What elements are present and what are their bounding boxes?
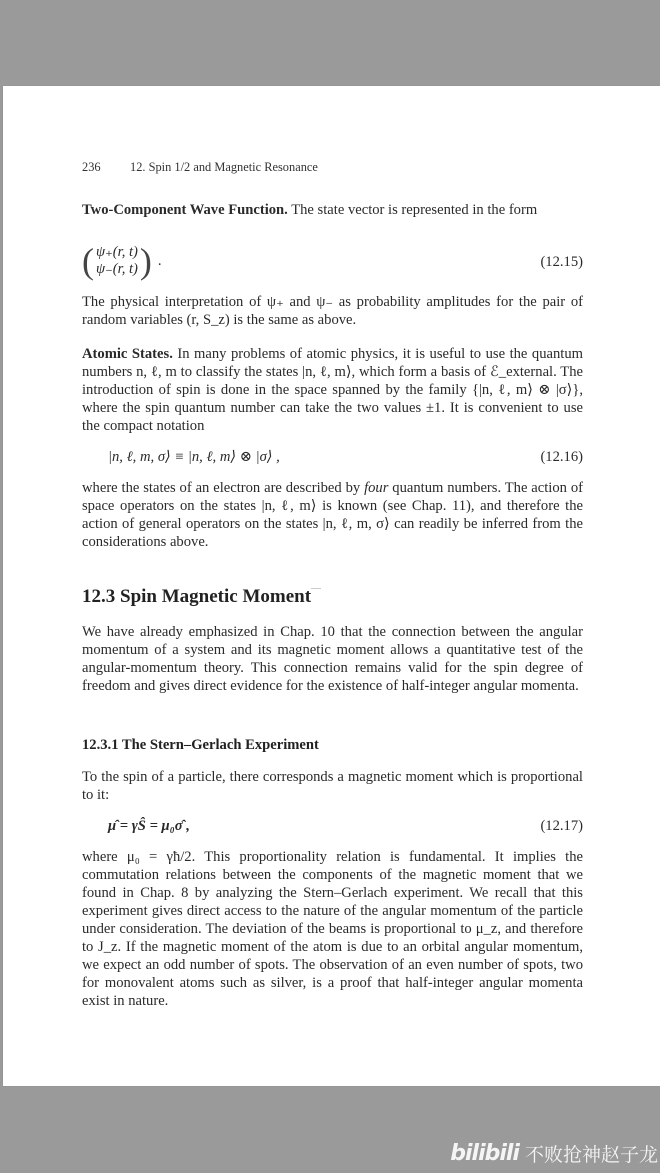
uploader-name: 不败抢神赵子龙 <box>524 1144 658 1166</box>
interpretation-paragraph: The physical interpretation of ψ₊ and ψ₋ as probability amplitudes for the pair of random variables (r, S_z) is the same as above. <box>82 294 583 328</box>
column-vector: ( ψ₊(r, t) ψ₋(r, t) ) . <box>82 241 162 281</box>
equation-number: (12.15) <box>540 254 583 270</box>
stern-gerlach-paragraph: where μ₀ = γħ/2. This proportionality relation is fundamental. It implies the commutation relations between the components of the magnetic moment that we found in Chap. 8 by analyzing the Stern–Gerlach experiment. We recall that this experiment gives direct access to the nature of the angular momentum of the particle under consideration. The deviation of the beams is proportional to μ_z, and therefore to J_z. If the magnetic moment of the atom is due to an orbital angular momentum, we expect an odd number of spots. The observation of an even number of spots, two for monovalent atoms such as silver, is a proof that half-integer angular momenta exist in nature. <box>82 849 583 1009</box>
equation-12-17: μ̂ = γŜ = μ₀σ̂ , (12.17) <box>108 818 583 834</box>
equation-12-15 <box>82 243 583 279</box>
page-number: 236 <box>82 160 101 174</box>
chapter-title: 12. Spin 1/2 and Magnetic Resonance <box>130 160 318 174</box>
equation-12-16: |n, ℓ, m, σ⟩ ≡ |n, ℓ, m⟩ ⊗ |σ⟩ , (12.16) <box>108 449 583 465</box>
two-component-paragraph: Two-Component Wave Function. The state vector is represented in the form <box>82 202 538 218</box>
equation-number: (12.16) <box>540 449 583 465</box>
electron-states-paragraph: where the states of an electron are described by four quantum numbers. The action of space operators on the states |n, ℓ, m⟩ is known (see Chap. 11), and therefore the action of general operators on the states |n, ℓ, m, σ⟩ can readily be inferred from the considerations above. <box>82 480 583 550</box>
document-page <box>3 86 660 1086</box>
section-title: 12.3 Spin Magnetic Moment <box>82 586 312 607</box>
bilibili-logo: bilibili <box>450 1141 519 1166</box>
subsection-heading <box>82 736 583 754</box>
subsection-intro: To the spin of a particle, there corresponds a magnetic moment which is proportional to it: <box>82 769 583 803</box>
equation-number: (12.17) <box>540 818 583 834</box>
subsection-title: 12.3.1 The Stern–Gerlach Experiment <box>82 737 319 753</box>
runin-heading: Atomic States. <box>82 346 173 362</box>
section-heading <box>82 586 583 608</box>
runin-heading: Two-Component Wave Function. <box>82 202 288 218</box>
annotation-mark <box>311 588 321 589</box>
watermark <box>450 1140 658 1167</box>
atomic-states-paragraph: Atomic States. In many problems of atomic physics, it is useful to use the quantum numbers n, ℓ, m to classify the states |n, ℓ, m⟩, which form a basis of ℰ_external. The introduction of spin is done in the space spanned by the family {|n, ℓ, m⟩ ⊗ |σ⟩}, where the spin quantum number can take the two values ±1. It is convenient to use the compact notation <box>82 346 583 434</box>
section-paragraph: We have already emphasized in Chap. 10 that the connection between the angular momentum of a system and its magnetic moment allows a quantitative test of the angular-momentum theory. This connection remains valid for the spin degree of freedom and gives direct evidence for the existence of half-integer angular momenta. <box>82 624 583 694</box>
running-head <box>82 158 318 176</box>
